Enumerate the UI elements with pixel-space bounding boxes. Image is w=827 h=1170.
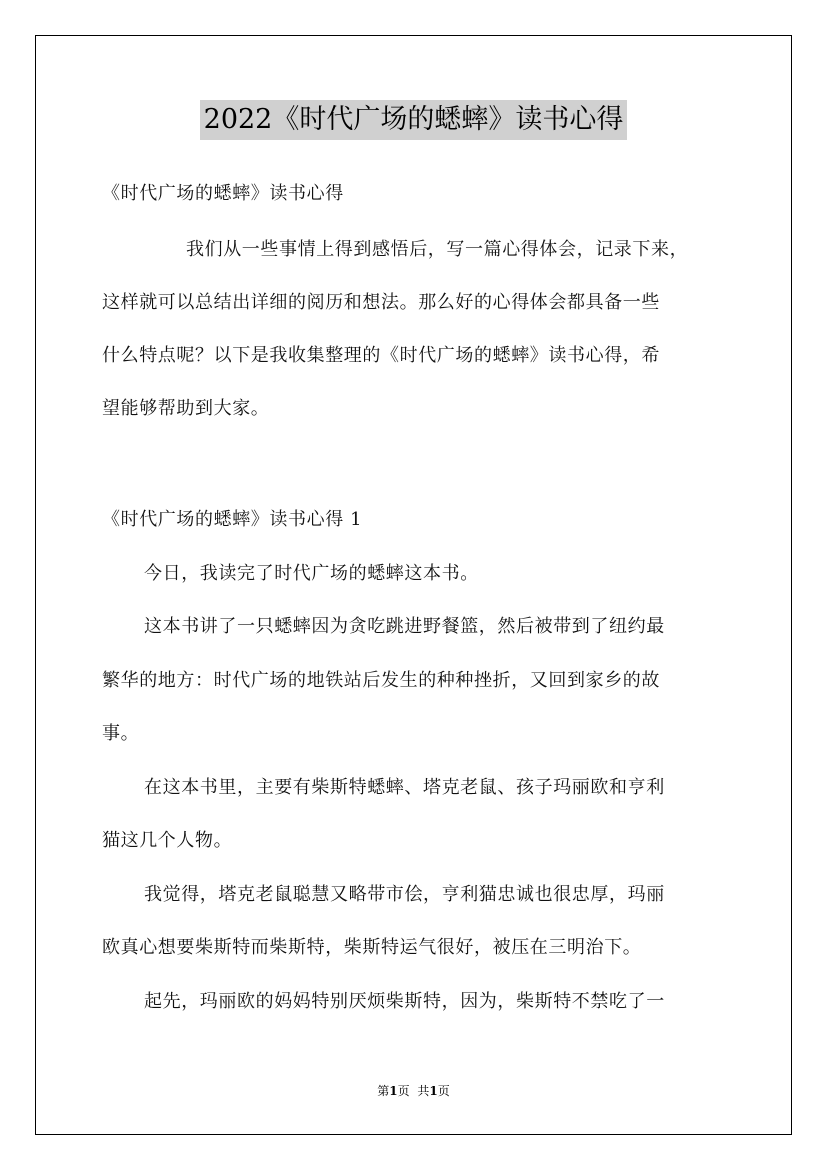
intro-line-3: 什么特点呢？以下是我收集整理的《时代广场的蟋蟀》读书心得，希 [102,345,660,366]
footer-page-number: 1 [389,1084,398,1098]
page-footer [0,1083,827,1099]
footer-total-number: 1 [429,1084,438,1098]
title-container [0,100,827,140]
document-title: 2022《时代广场的蟋蟀》读书心得 [200,100,628,140]
body-line-2: 这本书讲了一只蟋蟀因为贪吃跳进野餐篮，然后被带到了纽约最 [144,616,665,637]
footer-total-prefix: 共 [417,1084,430,1098]
body-line-7: 我觉得，塔克老鼠聪慧又略带市侩，亨利猫忠诚也很忠厚，玛丽 [144,884,665,905]
body-line-8: 欧真心想要柴斯特而柴斯特，柴斯特运气很好，被压在三明治下。 [102,937,642,958]
intro-line-4: 望能够帮助到大家。 [102,398,270,419]
body-line-5: 在这本书里，主要有柴斯特蟋蟀、塔克老鼠、孩子玛丽欧和亨利 [144,777,665,798]
body-line-9: 起先，玛丽欧的妈妈特别厌烦柴斯特，因为，柴斯特不禁吃了一 [144,991,665,1012]
body-line-6: 猫这几个人物。 [102,830,233,851]
intro-line-2: 这样就可以总结出详细的阅历和想法。那么好的心得体会都具备一些 [102,292,660,313]
body-line-1: 今日，我读完了时代广场的蟋蟀这本书。 [144,563,479,584]
section-heading: 《时代广场的蟋蟀》读书心得 1 [102,509,363,530]
body-line-3: 繁华的地方：时代广场的地铁站后发生的种种挫折，又回到家乡的故 [102,670,660,691]
footer-page-prefix: 第 [377,1084,390,1098]
body-line-4: 事。 [102,723,140,744]
footer-page-suffix: 页 [397,1084,410,1098]
document-subtitle: 《时代广场的蟋蟀》读书心得 [102,183,344,204]
footer-total-suffix: 页 [437,1084,450,1098]
intro-line-1: 我们从一些事情上得到感悟后，写一篇心得体会，记录下来， [186,239,689,260]
